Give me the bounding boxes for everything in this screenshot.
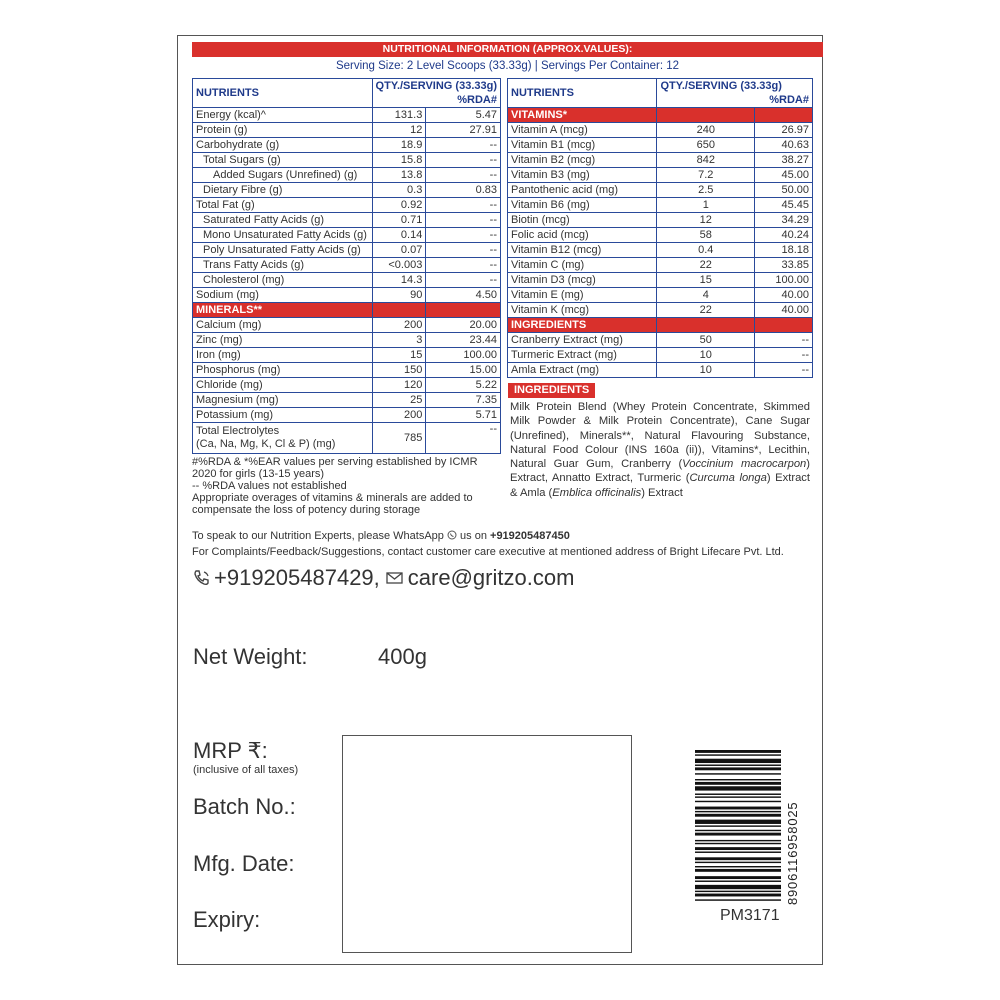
mineral-name: Magnesium (mg) (193, 393, 373, 408)
vitamin-qty: 0.4 (657, 243, 755, 258)
nutrient-name: Sodium (mg) (193, 288, 373, 303)
table-row (193, 333, 501, 348)
mineral-name: Zinc (mg) (193, 333, 373, 348)
vitamin-name: Biotin (mcg) (508, 213, 657, 228)
nutrient-name: Added Sugars (Unrefined) (g) (193, 168, 373, 183)
barcode-bar (695, 811, 781, 812)
electrolytes-line2: (Ca, Na, Mg, K, Cl & P) (mg) (196, 438, 336, 450)
nutrient-qty: 0.14 (372, 228, 426, 243)
table-row (193, 378, 501, 393)
ingredients-text: Milk Protein Blend (Whey Protein Concentrate, Skimmed Milk Powder & Milk Protein Concentrate), Cane Sugar (Unrefined), Minerals**, Natural Flavouring Substance, Natural Food Colour (INS 160a (ii)), Vitamins*, Lecithin, Natural Guar Gum, Cranberry (Voccinium macrocarpon) Extract, Annatto Extract, Turmeric (Curcuma longa) Extract & Amla (Emblica officinalis) Extract (510, 401, 810, 499)
vitamin-rda: 40.00 (755, 288, 813, 303)
nutrient-name: Saturated Fatty Acids (g) (193, 213, 373, 228)
whatsapp-icon (447, 530, 457, 540)
barcode-bar (695, 866, 781, 867)
ingredient-qty: 10 (657, 363, 755, 378)
table-row (193, 108, 501, 123)
vitamin-rda: 26.97 (755, 123, 813, 138)
nutrient-name: Dietary Fibre (g) (193, 183, 373, 198)
vitamin-qty: 7.2 (657, 168, 755, 183)
barcode-bar (695, 830, 781, 831)
table-row (508, 213, 813, 228)
nutrient-qty: <0.003 (372, 258, 426, 273)
ingredient-rda: -- (755, 333, 813, 348)
table-row (508, 273, 813, 288)
vitamin-name: Vitamin C (mg) (508, 258, 657, 273)
vitamin-name: Vitamin B3 (mg) (508, 168, 657, 183)
complaints-line: For Complaints/Feedback/Suggestions, contact customer care executive at mentioned address of Bright Lifecare Pvt. Ltd. (192, 546, 784, 558)
nutrient-qty: 0.92 (372, 198, 426, 213)
nutrient-name: Total Sugars (g) (193, 153, 373, 168)
table-row (193, 228, 501, 243)
mineral-rda: 7.35 (426, 393, 501, 408)
nutrient-name: Energy (kcal)^ (193, 108, 373, 123)
vitamin-rda: 45.00 (755, 168, 813, 183)
barcode-bar (695, 891, 781, 892)
barcode-bar (695, 857, 781, 860)
barcode-bar (695, 840, 781, 841)
mineral-rda: 15.00 (426, 363, 501, 378)
barcode-bar (695, 881, 781, 882)
vitamin-qty: 22 (657, 258, 755, 273)
section-header-vitamins (508, 108, 813, 123)
nutrient-qty: 90 (372, 288, 426, 303)
mrp-label: MRP ₹: (193, 738, 268, 763)
serving-info: Serving Size: 2 Level Scoops (33.33g) | Servings Per Container: 12 (335, 60, 680, 72)
vitamin-qty: 1 (657, 198, 755, 213)
vitamin-rda: 34.29 (755, 213, 813, 228)
nutrients-table-left (192, 78, 501, 454)
section-fill (755, 318, 813, 333)
vitamin-rda: 40.63 (755, 138, 813, 153)
nutrient-name: Poly Unsaturated Fatty Acids (g) (193, 243, 373, 258)
barcode-bar (695, 786, 781, 790)
mfg-date-label: Mfg. Date: (193, 851, 295, 876)
vitamin-qty: 842 (657, 153, 755, 168)
col-rda: %RDA# (457, 94, 497, 106)
ingredient-name: Amla Extract (mg) (508, 363, 657, 378)
mineral-qty: 120 (372, 378, 426, 393)
table-row (193, 348, 501, 363)
section-fill (657, 108, 755, 123)
table-row (193, 258, 501, 273)
nutrient-qty: 12 (372, 123, 426, 138)
vitamin-name: Vitamin A (mcg) (508, 123, 657, 138)
vitamin-qty: 15 (657, 273, 755, 288)
mineral-name: Calcium (mg) (193, 318, 373, 333)
table-row (508, 138, 813, 153)
table-row (193, 153, 501, 168)
ingredients-heading: INGREDIENTS (508, 383, 595, 398)
table-row (508, 228, 813, 243)
nutrient-rda: -- (426, 198, 501, 213)
mail-icon (386, 571, 404, 585)
ingredient-rda: -- (755, 363, 813, 378)
vitamin-rda: 50.00 (755, 183, 813, 198)
nutrient-qty: 18.9 (372, 138, 426, 153)
section-fill (426, 303, 501, 318)
barcode-bar (695, 833, 781, 836)
ingredient-rda: -- (755, 348, 813, 363)
section-vitamins: VITAMINS* (508, 108, 657, 123)
net-weight-value: 400g (378, 644, 427, 669)
nutrient-name: Protein (g) (193, 123, 373, 138)
table-row (193, 423, 501, 454)
mineral-qty: 200 (372, 408, 426, 423)
table-row (193, 288, 501, 303)
barcode-bar (695, 767, 781, 770)
vitamin-rda: 40.24 (755, 228, 813, 243)
mineral-qty: 3 (372, 333, 426, 348)
footnote-not-established: -- %RDA values not established (192, 480, 347, 492)
table-row (193, 213, 501, 228)
nutrition-title: NUTRITIONAL INFORMATION (APPROX.VALUES): (192, 42, 823, 57)
table-row (508, 198, 813, 213)
section-fill (657, 318, 755, 333)
vitamin-qty: 2.5 (657, 183, 755, 198)
barcode-bar (695, 894, 781, 897)
ingredient-qty: 10 (657, 348, 755, 363)
barcode-bar (695, 885, 781, 889)
nutrient-name: Total Fat (g) (193, 198, 373, 213)
barcode-bar (695, 801, 781, 802)
nutrient-rda: -- (426, 213, 501, 228)
section-fill (372, 303, 426, 318)
vitamin-name: Vitamin D3 (mcg) (508, 273, 657, 288)
phone-icon (192, 568, 212, 588)
vitamin-name: Pantothenic acid (mg) (508, 183, 657, 198)
table-row (193, 168, 501, 183)
section-minerals: MINERALS** (193, 303, 373, 318)
barcode-bar (695, 852, 781, 853)
nutrient-rda: 0.83 (426, 183, 501, 198)
nutrient-name: Cholesterol (mg) (193, 273, 373, 288)
net-weight-label: Net Weight: (193, 644, 308, 669)
mineral-rda: 5.71 (426, 408, 501, 423)
table-row (508, 153, 813, 168)
electrolytes-line1: Total Electrolytes (196, 425, 280, 437)
vitamin-rda: 45.45 (755, 198, 813, 213)
expiry-label: Expiry: (193, 907, 261, 932)
section-fill (755, 108, 813, 123)
vitamin-name: Vitamin B12 (mcg) (508, 243, 657, 258)
nutrients-table-right (507, 78, 813, 378)
vitamin-name: Vitamin B2 (mcg) (508, 153, 657, 168)
col-rda: %RDA# (769, 94, 809, 106)
nutrient-rda: 5.47 (426, 108, 501, 123)
print-area-box (342, 735, 632, 953)
electrolytes-qty: 785 (372, 423, 426, 454)
mineral-name: Chloride (mg) (193, 378, 373, 393)
vitamin-qty: 4 (657, 288, 755, 303)
product-code: PM3171 (720, 907, 780, 924)
mineral-name: Phosphorus (mg) (193, 363, 373, 378)
table-row (193, 363, 501, 378)
vitamin-name: Folic acid (mcg) (508, 228, 657, 243)
mineral-name: Potassium (mg) (193, 408, 373, 423)
vitamin-rda: 38.27 (755, 153, 813, 168)
section-header-minerals (193, 303, 501, 318)
vitamin-qty: 22 (657, 303, 755, 318)
nutrient-rda: -- (426, 273, 501, 288)
table-row (508, 183, 813, 198)
vitamin-qty: 650 (657, 138, 755, 153)
col-nutrients: NUTRIENTS (193, 79, 373, 108)
nutrient-rda: -- (426, 258, 501, 273)
table-row (508, 333, 813, 348)
nutrient-qty: 14.3 (372, 273, 426, 288)
mineral-qty: 25 (372, 393, 426, 408)
section-ingredients: INGREDIENTS (508, 318, 657, 333)
table-row (508, 243, 813, 258)
nutrient-rda: -- (426, 243, 501, 258)
mineral-name: Iron (mg) (193, 348, 373, 363)
vitamin-qty: 240 (657, 123, 755, 138)
batch-label: Batch No.: (193, 794, 296, 819)
whatsapp-number: +919205487450 (490, 530, 570, 542)
email-address: care@gritzo.com (407, 565, 575, 590)
barcode (695, 750, 798, 905)
table-row (508, 258, 813, 273)
barcode-bar (695, 899, 781, 900)
table-row (193, 318, 501, 333)
electrolytes-rda: -- (426, 423, 501, 454)
mineral-rda: 100.00 (426, 348, 501, 363)
table-row (193, 198, 501, 213)
col-nutrients: NUTRIENTS (508, 79, 657, 108)
table-row (193, 138, 501, 153)
nutrient-qty: 13.8 (372, 168, 426, 183)
nutrient-rda: 27.91 (426, 123, 501, 138)
mineral-rda: 23.44 (426, 333, 501, 348)
barcode-bar (695, 794, 781, 795)
ingredient-name: Turmeric Extract (mg) (508, 348, 657, 363)
vitamin-rda: 100.00 (755, 273, 813, 288)
nutrient-rda: -- (426, 168, 501, 183)
barcode-bar (695, 796, 781, 797)
footnote-rda: #%RDA & *%EAR values per serving established by ICMR 2020 for girls (13-15 years) (192, 456, 478, 480)
footnote-overages: Appropriate overages of vitamins & minerals are added to compensate the loss of potency during storage (192, 492, 473, 516)
mineral-qty: 200 (372, 318, 426, 333)
barcode-bar (695, 782, 781, 785)
phone-number: +919205487429, (214, 565, 380, 590)
nutrient-rda: 4.50 (426, 288, 501, 303)
electrolytes-name (193, 423, 373, 454)
table-row (193, 408, 501, 423)
table-row (193, 183, 501, 198)
barcode-bar (695, 773, 781, 774)
barcode-bar (695, 750, 781, 753)
table-row (508, 168, 813, 183)
vitamin-name: Vitamin B1 (mcg) (508, 138, 657, 153)
contact-details (192, 565, 574, 591)
mineral-qty: 15 (372, 348, 426, 363)
col-qty-rda (657, 79, 813, 108)
nutrient-qty: 0.3 (372, 183, 426, 198)
barcode-bar (695, 765, 781, 766)
barcode-bar (695, 862, 781, 863)
vitamin-qty: 58 (657, 228, 755, 243)
nutrient-name: Carbohydrate (g) (193, 138, 373, 153)
barcode-bar (695, 847, 781, 850)
barcode-bar (695, 779, 781, 780)
nutrient-qty: 15.8 (372, 153, 426, 168)
vitamin-rda: 33.85 (755, 258, 813, 273)
table-row (508, 363, 813, 378)
ingredient-qty: 50 (657, 333, 755, 348)
table-row (508, 288, 813, 303)
mineral-rda: 20.00 (426, 318, 501, 333)
table-row (508, 303, 813, 318)
barcode-bar (695, 825, 781, 826)
mrp-note: (inclusive of all taxes) (193, 764, 299, 776)
col-qty-rda (372, 79, 500, 108)
barcode-digits: 8906116958025 (785, 801, 800, 905)
barcode-bar (695, 876, 781, 879)
nutrient-name: Trans Fatty Acids (g) (193, 258, 373, 273)
mineral-qty: 150 (372, 363, 426, 378)
barcode-bar (695, 754, 781, 755)
section-header-ingredients (508, 318, 813, 333)
barcode-bar (695, 820, 781, 824)
table-row (193, 393, 501, 408)
barcode-bar (695, 759, 781, 763)
footnotes (192, 456, 502, 516)
nutrient-rda: -- (426, 228, 501, 243)
whatsapp-line: To speak to our Nutrition Experts, please WhatsApp us on +919205487450 (192, 530, 570, 542)
barcode-bar (695, 843, 781, 844)
table-row (508, 123, 813, 138)
vitamin-name: Vitamin K (mcg) (508, 303, 657, 318)
nutrient-rda: -- (426, 153, 501, 168)
vitamin-qty: 12 (657, 213, 755, 228)
nutrient-rda: -- (426, 138, 501, 153)
vitamin-name: Vitamin B6 (mg) (508, 198, 657, 213)
vitamin-rda: 18.18 (755, 243, 813, 258)
vitamin-rda: 40.00 (755, 303, 813, 318)
nutrient-name: Mono Unsaturated Fatty Acids (g) (193, 228, 373, 243)
nutrient-qty: 0.07 (372, 243, 426, 258)
ingredient-name: Cranberry Extract (mg) (508, 333, 657, 348)
table-row (193, 123, 501, 138)
table-row (193, 273, 501, 288)
mineral-rda: 5.22 (426, 378, 501, 393)
barcode-bar (695, 869, 781, 872)
vitamin-name: Vitamin E (mg) (508, 288, 657, 303)
col-qty: QTY./SERVING (33.33g) (660, 80, 782, 92)
nutrient-qty: 0.71 (372, 213, 426, 228)
barcode-bar (695, 807, 781, 810)
table-row (193, 243, 501, 258)
col-qty: QTY./SERVING (33.33g) (375, 80, 497, 92)
barcode-bar (695, 814, 781, 817)
nutrient-qty: 131.3 (372, 108, 426, 123)
table-row (508, 348, 813, 363)
